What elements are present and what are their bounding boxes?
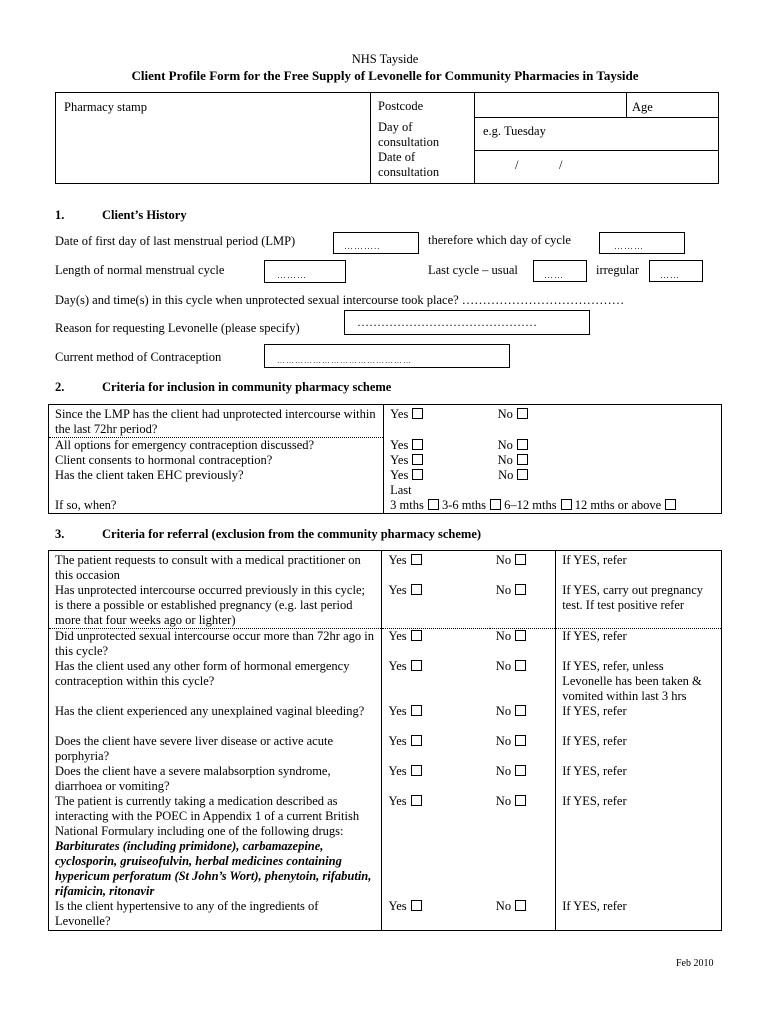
no-checkbox[interactable] (517, 408, 528, 419)
no-checkbox[interactable] (515, 660, 526, 671)
org-name: NHS Tayside (351, 52, 419, 66)
inclusion-q4: Has the client taken EHC previously? If so, when? (49, 468, 384, 514)
date-slash-1: / (515, 158, 519, 172)
day-of-consultation-label: Day of consultation (378, 120, 440, 149)
table-row: Did unprotected sexual intercourse occur more than 72hr ago in this cycle? Yes No If YES, refer (49, 629, 722, 660)
yes-checkbox[interactable] (411, 554, 422, 565)
cycle-day-field[interactable]: ……… (599, 232, 685, 254)
form-title: Client Profile Form for the Free Supply of Levonelle for Community Pharmacies in Tayside (131, 68, 639, 83)
table-row: Has the client experienced any unexplained vaginal bleeding? Yes No If YES, refer (49, 704, 722, 734)
yes-checkbox[interactable] (411, 705, 422, 716)
no-checkbox[interactable] (515, 630, 526, 641)
3-mths-checkbox[interactable] (428, 499, 439, 510)
no-checkbox[interactable] (515, 735, 526, 746)
age-label: Age (632, 100, 653, 114)
no-checkbox[interactable] (515, 705, 526, 716)
postcode-label: Postcode (378, 99, 424, 113)
table-row: Has unprotected intercourse occurred previously in this cycle; is there a possible or established pregnancy (e.g. last period more that four weeks ago or lighter) Yes No If YES, carry out pregnancy test. If test positive refer (49, 583, 722, 629)
section3-number: 3. (55, 527, 65, 541)
yes-checkbox[interactable] (411, 630, 422, 641)
table-row: Is the client hypertensive to any of the ingredients of Levonelle? Yes No If YES, refer (49, 899, 722, 930)
day-example[interactable]: e.g. Tuesday (483, 124, 546, 138)
cycle-length-label: Length of normal menstrual cycle (55, 263, 225, 277)
yes-checkbox[interactable] (411, 900, 422, 911)
yes-checkbox[interactable] (411, 584, 422, 595)
yes-checkbox[interactable] (412, 439, 423, 450)
yes-checkbox[interactable] (411, 735, 422, 746)
6-12-mths-checkbox[interactable] (561, 499, 572, 510)
inclusion-q3: Client consents to hormonal contraception? (49, 453, 384, 468)
table-row: Client consents to hormonal contraception? Yes No (49, 453, 722, 468)
usual-field[interactable]: …… (533, 260, 587, 282)
cycle-day-label: therefore which day of cycle (428, 233, 571, 247)
irregular-label: irregular (596, 263, 640, 277)
reason-field[interactable]: ……………………………………… (344, 310, 590, 335)
reason-label: Reason for requesting Levonelle (please specify) (55, 321, 300, 335)
no-checkbox[interactable] (515, 900, 526, 911)
section1-number: 1. (55, 208, 65, 222)
section2-title: Criteria for inclusion in community pharmacy scheme (102, 380, 392, 394)
table-row: Has the client taken EHC previously? If so, when? Yes No Last 3 mths 3-6 mths 6–12 mths 12 mths or above (49, 468, 722, 514)
contraception-field[interactable]: ……………………………………… (264, 344, 510, 368)
no-checkbox[interactable] (515, 554, 526, 565)
table-row: The patient requests to consult with a medical practitioner on this occasion Yes No If YES, refer (49, 551, 722, 584)
no-checkbox[interactable] (515, 584, 526, 595)
lmp-field[interactable]: ……….. (333, 232, 419, 254)
no-checkbox[interactable] (517, 454, 528, 465)
inclusion-table (48, 404, 722, 514)
table-row: Has the client used any other form of hormonal emergency contraception within this cycle? Yes No If YES, refer, unless Levonelle has been taken & vomited within last 3 hrs (49, 659, 722, 704)
lmp-label: Date of first day of last menstrual period (LMP) (55, 234, 296, 248)
table-row: All options for emergency contraception discussed? Yes No (49, 438, 722, 454)
date-of-consultation-label: Date of consultation (378, 150, 440, 179)
yes-checkbox[interactable] (412, 408, 423, 419)
age-field[interactable] (660, 96, 716, 114)
footer-date: Feb 2010 (676, 958, 714, 969)
referral-table (48, 550, 722, 931)
12-mths-above-checkbox[interactable] (665, 499, 676, 510)
yes-checkbox[interactable] (411, 795, 422, 806)
section1-title: Client’s History (102, 208, 187, 222)
contraception-label: Current method of Contraception (55, 350, 222, 364)
table-row: The patient is currently taking a medication described as interacting with the POEC in Appendix 1 of a current British National Formulary including one of the following drugs: Barbiturates (including primidone), carbamazepine, cyclosporin, gruiseofulvin, herbal medicines containing hypericum perforatum (St John’s Wort), phenytoin, rifabutin, rifamicin, ritonavir Yes No If YES, refer (49, 794, 722, 899)
pharmacy-stamp-label: Pharmacy stamp (64, 100, 147, 114)
yes-checkbox[interactable] (411, 765, 422, 776)
upsi-label[interactable]: Day(s) and time(s) in this cycle when unprotected sexual intercourse took place? ………………………………… (55, 293, 625, 307)
table-row: Does the client have severe liver disease or active acute porphyria? Yes No If YES, refer (49, 734, 722, 764)
date-slash-2: / (559, 158, 563, 172)
yes-checkbox[interactable] (411, 660, 422, 671)
cycle-length-field[interactable]: ……… (264, 260, 346, 283)
medication-question: The patient is currently taking a medication described as interacting with the POEC in Appendix 1 of a current British National Formulary including one of the following drugs: Barbiturates (including primidone), carbamazepine, cyclosporin, gruiseofulvin, herbal medicines containing hypericum perforatum (St John’s Wort), phenytoin, rifabutin, rifamicin, ritonavir (49, 794, 382, 899)
yes-checkbox[interactable] (412, 469, 423, 480)
table-row: Since the LMP has the client had unprotected intercourse within the last 72hr period? Yes No (49, 405, 722, 438)
last-cycle-label: Last cycle – usual (428, 263, 518, 277)
no-checkbox[interactable] (515, 765, 526, 776)
section3-title: Criteria for referral (exclusion from the community pharmacy scheme) (102, 527, 482, 541)
no-checkbox[interactable] (517, 439, 528, 450)
table-row: Does the client have a severe malabsorption syndrome, diarrhoea or vomiting? Yes No If YES, refer (49, 764, 722, 794)
inclusion-q1: Since the LMP has the client had unprotected intercourse within the last 72hr period? (49, 405, 384, 438)
yes-checkbox[interactable] (412, 454, 423, 465)
postcode-field[interactable] (478, 96, 624, 114)
irregular-field[interactable]: …… (649, 260, 703, 282)
no-checkbox[interactable] (515, 795, 526, 806)
section2-number: 2. (55, 380, 65, 394)
no-checkbox[interactable] (517, 469, 528, 480)
3-6-mths-checkbox[interactable] (490, 499, 501, 510)
inclusion-q2: All options for emergency contraception discussed? (49, 438, 384, 454)
